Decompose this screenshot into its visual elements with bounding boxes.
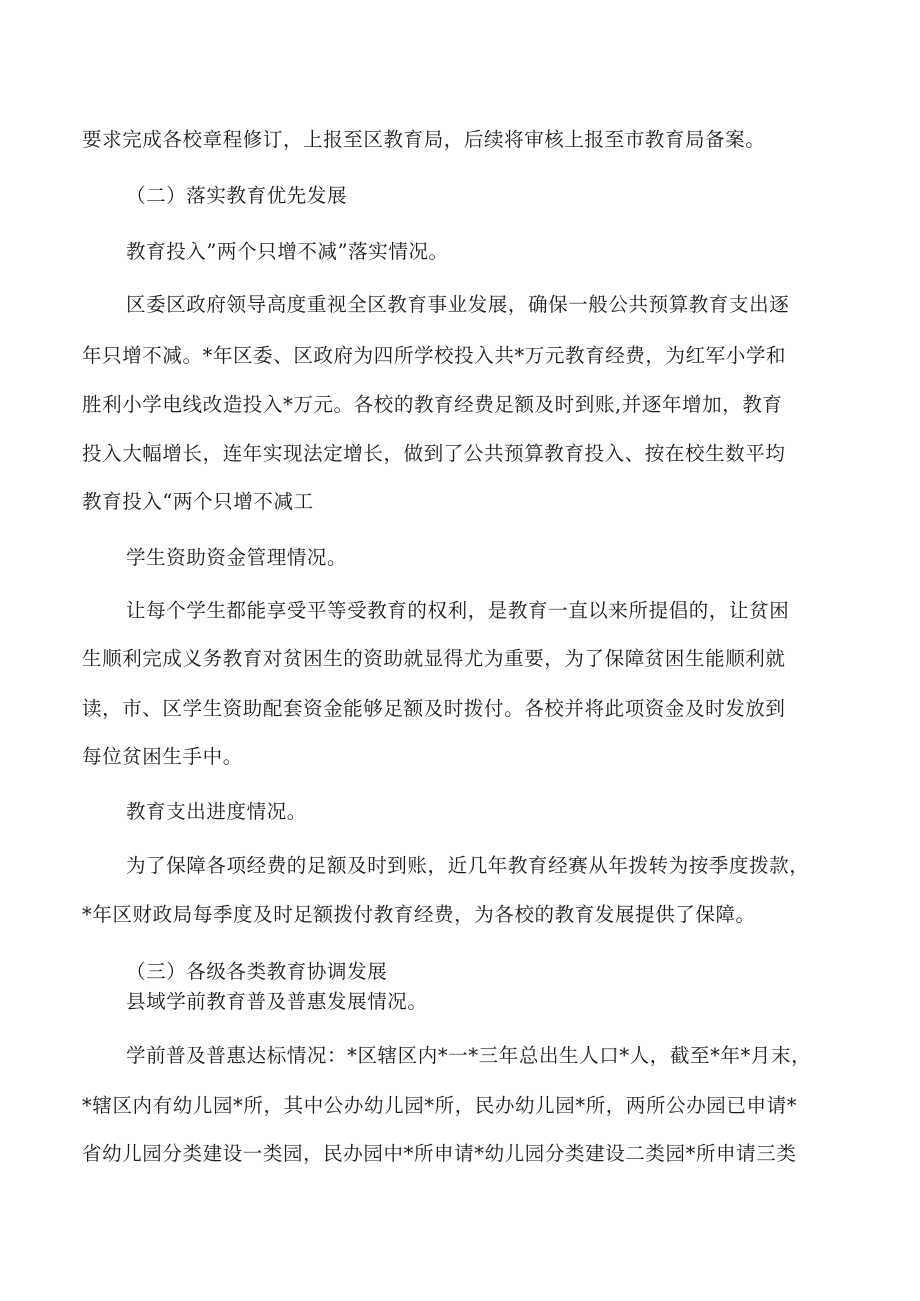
body-text-line: 区委区政府领导高度重视全区教育事业发展，确保一般公共预算教育支出逐 — [126, 293, 790, 316]
body-text-line: 生顺利完成义务教育对贫困生的资助就显得尤为重要，为了保障贫困生能顺利就 — [82, 647, 786, 670]
section-heading: （二）落实教育优先发展 — [126, 184, 348, 207]
body-text-line: 让每个学生都能享受平等受教育的权利，是教育一直以来所提倡的，让贫困 — [126, 599, 790, 622]
body-text-line: 要求完成各校章程修订，上报至区教育局，后续将审核上报至市教育局备案。 — [82, 128, 766, 151]
body-text-line: 读，市、区学生资助配套资金能够足额及时拨付。各校并将此项资金及时发放到 — [82, 697, 786, 720]
body-text-line: 年只增不减。*年区委、区政府为四所学校投入共*万元教育经费，为红军小学和 — [82, 344, 787, 367]
body-text-line: *辖区内有幼儿园*所，其中公办幼儿园*所，民办幼儿园*所，两所公办园已申请* — [82, 1094, 798, 1117]
sub-heading: 教育支出进度情况。 — [126, 800, 307, 823]
body-text-line: 学前普及普惠达标情况：*区辖区内*一*三年总出生人口*人，截至*年*月末， — [126, 1044, 812, 1067]
body-text-line: 投入大幅增长，连年实现法定增长，做到了公共预算教育投入、按在校生数平均 — [82, 442, 786, 465]
section-heading: （三）各级各类教育协调发展 — [126, 960, 388, 983]
body-text-line: 教育投入“两个只增不减工 — [82, 490, 314, 513]
body-text-line: 胜利小学电线改造投入*万元。各校的教育经费足额及时到账,并逐年增加，教育 — [82, 393, 783, 416]
body-text-line: 每位贫困生手中。 — [82, 745, 243, 768]
sub-heading: 学生资助资金管理情况。 — [126, 546, 348, 569]
sub-heading: 教育投入”两个只增不减”落实情况。 — [126, 240, 449, 263]
body-text-line: 为了保障各项经费的足额及时到账，近几年教育经赛从年拨转为按季度拨款， — [126, 854, 810, 877]
body-text-line: 省幼儿园分类建设一类园，民办园中*所申请*幼儿园分类建设二类园*所申请三类 — [82, 1142, 797, 1165]
sub-heading: 县域学前教育普及普惠发展情况。 — [126, 990, 428, 1013]
body-text-line: *年区财政局每季度及时足额拨付教育经费，为各校的教育发展提供了保障。 — [82, 903, 756, 926]
